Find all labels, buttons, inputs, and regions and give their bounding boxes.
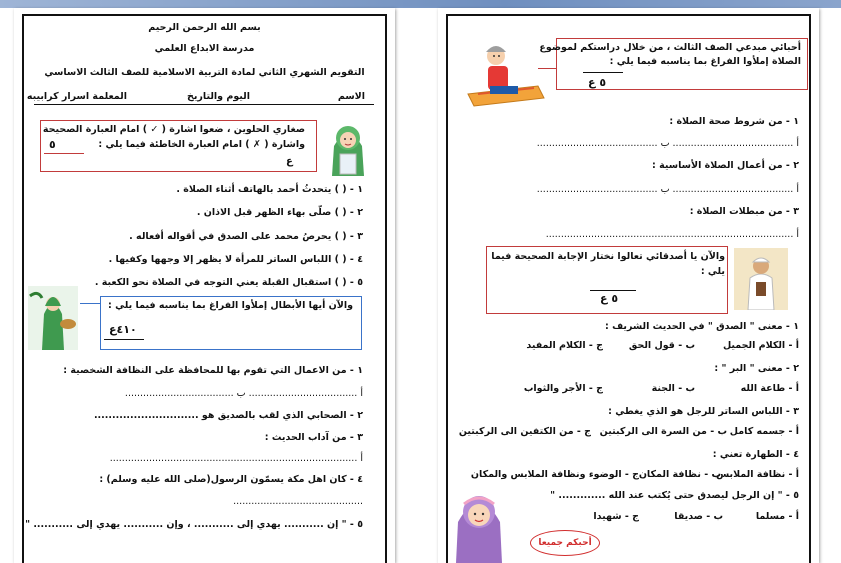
q1-mark-unit: ع — [286, 156, 293, 167]
right-question-1: ١ - من شروط صحة الصلاة : — [669, 116, 799, 127]
statement-5: ٥ - ( ) استقبال القبلة يعني التوجه في الصلاة نحو الكعبة . — [94, 277, 363, 288]
bismillah: بسم الله الرحمن الرحيم — [148, 22, 261, 33]
mc-question-5: ٥ - " إن الرجل ليصدق حتى يُكتب عند الله ............. " — [550, 490, 799, 501]
q2-mark: ٤١٠ع — [109, 323, 137, 336]
mc-instruction-line2: يلي : — [700, 266, 725, 277]
fill-question-5[interactable]: ٥ - " إن ........... يهدي إلى ........... ، وإن ........... يهدي إلى ........... " — [25, 519, 363, 530]
statement-3: ٣ - ( ) يحرصُ محمد على الصدق في أقواله أفعاله . — [129, 231, 363, 242]
intro-line1: أحبائي مبدعي الصف الثالث ، من خلال دراستكم لموضوع — [539, 42, 801, 53]
name-label: الاسم — [337, 91, 365, 102]
q2-pointer — [80, 303, 100, 304]
date-label: اليوم والتاريخ — [187, 91, 250, 102]
exam-title: التقويم الشهري الثاني لمادة التربية الاسلامية للصف الثالث الاساسي — [44, 67, 365, 78]
fill-answer-3[interactable]: أ .................................................................................. — [109, 453, 363, 464]
statement-4: ٤ - ( ) اللباس الساتر للمرأة لا يظهر إلا وجهها وكفيها . — [108, 254, 363, 265]
mc-1-option-a[interactable]: أ - الكلام الجميل — [722, 340, 799, 351]
q2-mark-line — [104, 339, 144, 340]
mc-1-option-b[interactable]: ب - قول الحق — [628, 340, 695, 351]
right-question-2: ٢ - من أعمال الصلاة الأساسية : — [652, 160, 799, 171]
statement-2: ٢ - ( ) صلّى بهاء الظهر قبل الاذان . — [196, 207, 363, 218]
q1-mark: ٥ — [49, 138, 56, 151]
boy-illustration — [734, 248, 788, 310]
mc-2-option-c[interactable]: ج - الأجر والثواب — [523, 383, 603, 394]
mc-question-1: ١ - معنى " الصدق " في الحديث الشريف : — [604, 321, 799, 332]
girl-pink-hijab-illustration — [450, 482, 508, 563]
intro-pointer — [538, 68, 556, 69]
teacher-label: المعلمة اسرار كرابيبه — [26, 91, 127, 102]
fill-question-4: ٤ - كان اهل مكة يسمّون الرسول(صلى الله عليه وسلم) : — [99, 474, 363, 485]
mc-mark: ٥ ع — [600, 292, 619, 305]
intro-mark-line — [583, 72, 623, 73]
right-page — [438, 8, 819, 563]
mc-mark-line — [590, 290, 636, 291]
mc-4-option-c[interactable]: ج - الوضوء ونظافة الملابس والمكان — [470, 469, 639, 480]
mc-question-4: ٤ - الطهارة تعني : — [712, 449, 799, 460]
fill-answer-1[interactable]: أ .................................... ب .................................... — [124, 388, 363, 399]
closing-bubble: أحبكم جميعا — [530, 530, 600, 556]
mc-2-option-b[interactable]: ب - الجنة — [651, 383, 695, 394]
q1-instruction-line1: صغاري الحلوين ، ضعوا اشارة ( ✓ ) امام العبارة الصحيحة — [42, 124, 305, 135]
right-answer-1[interactable]: أ ........................................ ب ........................................ — [536, 138, 799, 149]
right-answer-3[interactable]: أ .................................................................................. — [545, 229, 799, 240]
right-question-3: ٣ - من مبطلات الصلاة : — [689, 206, 799, 217]
girl-hijab-illustration — [324, 116, 372, 176]
left-page — [14, 8, 395, 563]
mc-question-3: ٣ - اللباس الساتر للرجل هو الذي يغطي : — [608, 406, 799, 417]
mc-2-option-a[interactable]: أ - طاعة الله — [740, 383, 799, 394]
mc-5-option-b[interactable]: ب - صديقا — [674, 511, 723, 522]
q1-mark-line — [44, 153, 84, 154]
mc-3-option-c[interactable]: ج - من الكتفين الى الركبتين — [458, 426, 591, 437]
q1-instruction-line2: واشارة ( ✗ ) امام العبارة الخاطئة فيما يلي : — [98, 139, 305, 150]
mc-4-option-a[interactable]: أ - نظافة الملابس — [716, 469, 799, 480]
school-name: مدرسة الابداع العلمي — [154, 43, 255, 54]
fill-answer-4[interactable]: ........................................... — [233, 496, 363, 507]
mc-3-option-b[interactable]: ب - من السرة الى الركبتين — [599, 426, 727, 437]
mc-5-option-c[interactable]: ج - شهيدا — [593, 511, 639, 522]
girl-basket-illustration — [28, 286, 78, 350]
window-top-bar — [0, 0, 841, 8]
right-answer-2[interactable]: أ ........................................ ب ........................................ — [536, 184, 799, 195]
mc-5-option-a[interactable]: أ - مسلما — [755, 511, 799, 522]
mc-question-2: ٢ - معنى " البر " : — [714, 363, 799, 374]
intro-line2: الصلاة إملأوا الفراغ بما يناسبه فيما يلي : — [609, 56, 801, 67]
q2-instruction: والآن أيها الأبطال إملأوا الفراغ بما يناسبه فيما يلي : — [108, 300, 353, 311]
mc-4-option-b[interactable]: ب - نظافة المكان — [638, 469, 721, 480]
header-underline — [34, 104, 374, 105]
intro-mark: ٥ ع — [588, 76, 607, 89]
praying-boy-illustration — [464, 36, 548, 108]
statement-1: ١ - ( ) يتحدثُ أحمد بالهاتف أثناء الصلاة . — [176, 184, 363, 195]
fill-question-3: ٣ - من آداب الحديث : — [264, 432, 363, 443]
mc-instruction-line1: والآن يا أصدقائي تعالوا نختار الإجابة الصحيحة فيما — [491, 251, 725, 262]
fill-question-2[interactable]: ٢ - الصحابي الذي لقب بالصديق هو ............................. — [93, 410, 363, 421]
mc-3-option-a[interactable]: أ - جسمه كامل — [729, 426, 799, 437]
mc-1-option-c[interactable]: ج - الكلام المفيد — [526, 340, 603, 351]
fill-question-1: ١ - من الاعمال التي تقوم بها للمحافظة على النظافة الشخصية : — [63, 365, 363, 376]
